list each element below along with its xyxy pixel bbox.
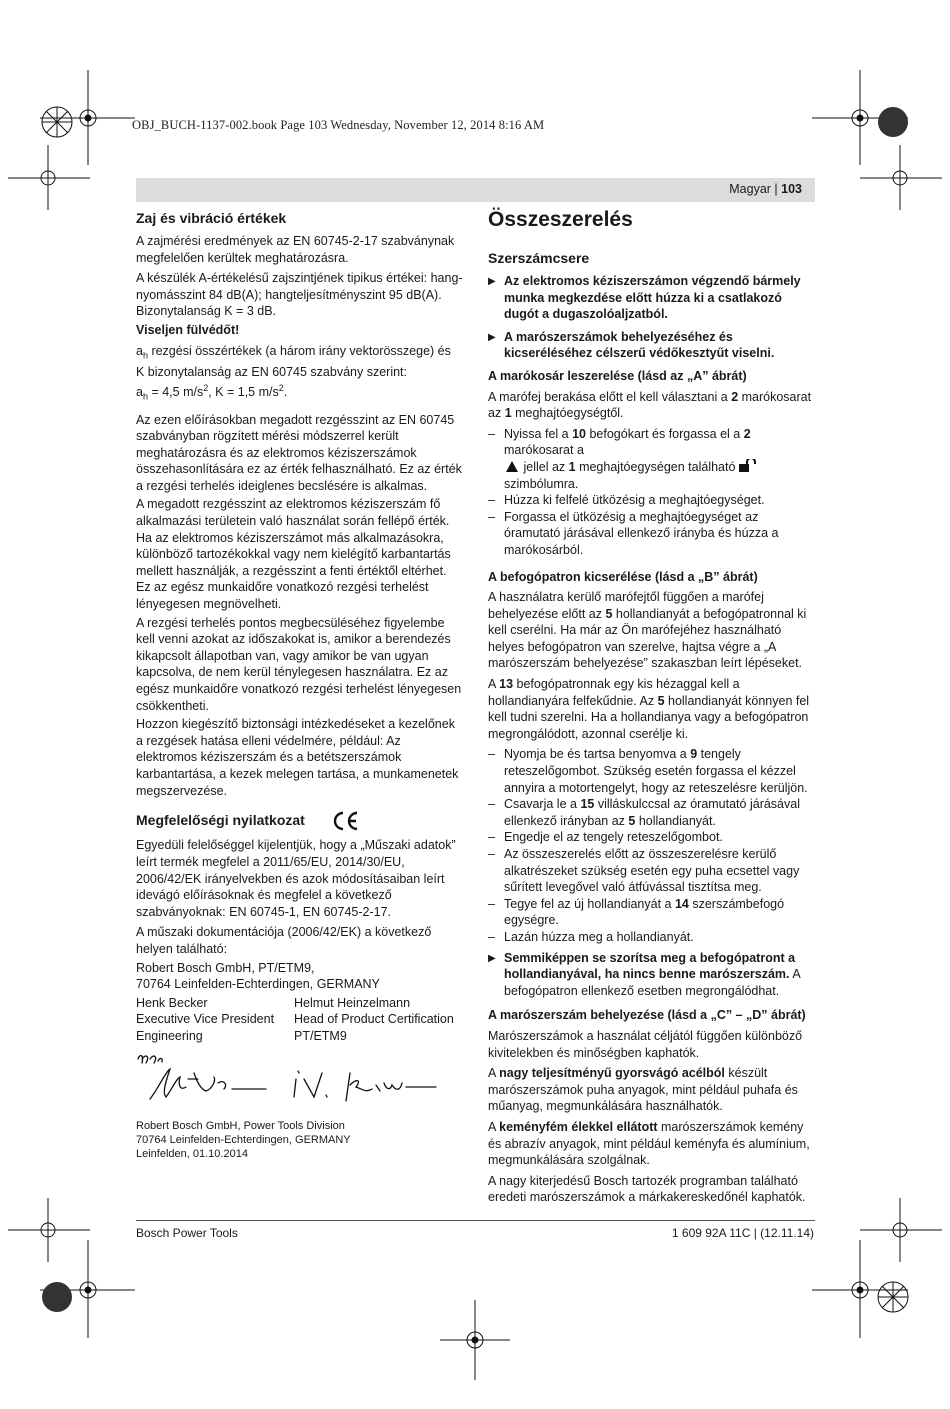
collet-paragraph-2: [488, 676, 814, 742]
list-item: [488, 796, 814, 829]
text-run: A marófej berakása előtt el kell választani a: [488, 389, 732, 404]
text-run: marókosarat az: [488, 389, 812, 421]
footer-rule: [136, 1220, 815, 1221]
vibration-paragraph: [136, 343, 463, 406]
vibration-measure-paragraph: Az ezen előírásokban megadott rezgésszint az EN 60745 szabványban rögzített mérési módszerrel került meghatározásra és az elektromos kéziszerszámok összehasonlítására ez az érték felhasználható. Ez az érték a rezgési terhelés ideiglenes becslésére is alkalmas.: [136, 412, 462, 493]
basket-removal-paragraph: [488, 389, 814, 422]
ce-mark-icon: [331, 811, 359, 831]
signatory-1: [136, 995, 294, 1045]
ref-number: 1: [504, 406, 512, 421]
vib-superscript-1: 2: [203, 383, 209, 394]
print-info-line: OBJ_BUCH-1137-002.book Page 103 Wednesday, November 12, 2014 8:16 AM: [132, 118, 545, 132]
bit-paragraph-1: Marószerszámok a használat céljától függően különböző kivitelekben és minőségben kaphatók.: [488, 1028, 803, 1060]
text-run: A: [488, 1119, 500, 1134]
footer-right: 1 609 92A 11C | (12.11.14): [671, 1226, 814, 1240]
text-run: A befogópatron ellenkező esetben megrongálódhat.: [504, 967, 800, 998]
ref-number: 14: [674, 896, 689, 911]
text-run: hollandianyát a befogópatronnal ki kell cserélni. Ha már az Ön marófejéhez használható helyes befogópatron van szerelve, hajtsa végre a „A marószerszám behelyezése” szakaszban leírt lépéseket.: [488, 606, 807, 671]
text-run: Semmiképpen se szorítsa meg a befogópatront a hollandianyával, ha nincs benne marószerszám.: [504, 950, 796, 982]
bit-paragraph-4: A nagy kiterjedésű Bosch tartozék programban található eredeti marószerszámok a márkakereskedőnél kaphatók.: [488, 1173, 806, 1205]
noise-paragraph-2: [136, 270, 463, 320]
list-item: [488, 746, 814, 796]
text-run: jellel az: [520, 459, 569, 474]
vib-text-2: K bizonytalanság az EN 60745 szabvány szerint:: [136, 364, 407, 379]
header-page-label: Magyar | 103: [729, 182, 802, 196]
vibration-estimate-paragraph: A rezgési terhelés pontos megbecsüléséhez figyelembe kell venni azokat az időszakokat is, amikor a berendezés kikapcsolt állapotban van, vagy amikor be van ugyan kapcsolva, de nem kerül ténylegesen használatra. Ez az egész munkaidőre vonatkozó rezgési terhelést lényegesen csökkentheti.: [136, 615, 462, 713]
footer-left: Bosch Power Tools: [136, 1226, 238, 1240]
text-run: keményfém élekkel ellátott: [499, 1119, 658, 1134]
left-column: [136, 209, 463, 1161]
signatories-table: [136, 995, 463, 1045]
text-run: A: [488, 1066, 500, 1081]
vib-symbol: a: [136, 343, 143, 358]
bit-paragraph-3: [488, 1119, 814, 1169]
tool-change-heading: Szerszámcsere: [488, 250, 590, 266]
ref-number: 13: [499, 677, 514, 692]
text-run: Nyissa fel a: [504, 426, 573, 441]
noise-line-c: Bizonytalanság K = 3 dB.: [136, 304, 277, 319]
signature-footer: [136, 1119, 463, 1161]
right-column: [488, 207, 814, 1208]
text-run: szerszámbefogó egységre.: [504, 896, 785, 928]
handwritten-signatures: [136, 1049, 463, 1111]
text-run: befogópatronnak egy kis hézaggal kell a hollandianyára felfekűdnie. Az: [488, 677, 740, 708]
signatory-1-role-2: Engineering: [136, 1028, 203, 1043]
text-run: hollandianyát.: [635, 813, 716, 828]
warning-unplug: [488, 273, 814, 323]
text-run: villáskulccsal az óramutató járásával ellenkező irányban az: [504, 797, 800, 828]
documentation-paragraph: A műszaki dokumentációja (2006/42/EK) a következő helyen található:: [136, 925, 432, 957]
warning-collet-text: [504, 950, 814, 1000]
text-run: készült marószerszámok puha anyagok, mint például puhafa és műanyag, megmunkálására használhatók.: [488, 1066, 798, 1114]
list-item-text: [504, 796, 814, 829]
signatory-2-name: Helmut Heinzelmann: [294, 995, 411, 1010]
header-language: Magyar: [729, 182, 771, 196]
header-bar: [136, 178, 815, 202]
arrow-bullet-icon: ▶: [488, 276, 496, 287]
dash-bullet: –: [488, 509, 495, 524]
ref-number: 5: [657, 693, 665, 708]
dash-bullet: –: [488, 797, 495, 812]
warning-collet: [488, 950, 814, 1000]
list-item: [488, 829, 814, 846]
list-item: [488, 426, 814, 492]
signatory-2-role-2: PT/ETM9: [294, 1028, 347, 1043]
basket-removal-heading: A marókosár leszerelése (lásd az „A” ábrát): [488, 368, 747, 383]
signatory-1-role-1: Executive Vice President: [136, 1012, 275, 1027]
ref-number: 2: [731, 389, 739, 404]
triangle-mark-icon: [506, 461, 518, 472]
list-item-text: [504, 896, 814, 929]
unlock-icon: [739, 459, 757, 472]
sig-footer-company: Robert Bosch GmbH, Power Tools Division: [136, 1119, 345, 1132]
dash-bullet: –: [488, 929, 495, 944]
bit-paragraph-2: [488, 1065, 814, 1115]
signatory-1-name: Henk Becker: [136, 995, 208, 1010]
noise-line-a: A készülék A-értékelésű zajszintjének tipikus értékei: hang-: [136, 271, 463, 286]
ref-number: 2: [743, 426, 751, 441]
documentation-address: [136, 960, 463, 993]
text-run: Csavarja le a: [504, 797, 581, 812]
dash-bullet: –: [488, 847, 495, 861]
arrow-bullet-icon: ▶: [488, 331, 496, 343]
text-run: A használatra kerülő marófejtől függően a marófej behelyezése előtt az: [488, 590, 764, 621]
text-run: marókosarat a: [504, 443, 584, 458]
text-run: meghajtóegységen található: [575, 459, 739, 474]
dash-bullet: –: [488, 747, 495, 762]
noise-heading: Zaj és vibráció értékek: [136, 210, 287, 226]
vib-value-1: = 4,5 m/s: [147, 385, 204, 400]
warning-gloves-text: A marószerszámok behelyezéséhez és kicseréléséhez célszerű védőkesztyűt viselni.: [504, 329, 775, 361]
vib-subscript-2: h: [142, 391, 148, 402]
signatory-2-role-1: Head of Product Certification: [294, 1012, 454, 1027]
list-item: [488, 509, 814, 559]
vib-text-1: rezgési összértékek (a három irány vektorösszege) és: [147, 343, 451, 358]
ref-number: 9: [690, 747, 698, 762]
dash-bullet: –: [488, 493, 495, 508]
vib-value-2: , K = 1,5 m/s: [208, 385, 279, 400]
list-item-text: [504, 746, 814, 796]
noise-line-b: nyomásszint 84 dB(A); hangteljesítményszint 95 dB(A).: [136, 287, 442, 302]
list-item-text: Az összeszerelés előtt az összeszerelésre kerülő alkatrészeket szükség esetén egy puha ecsettel vagy sűrített levegővel való átfúvással tisztítsa meg.: [504, 847, 800, 895]
assembly-heading: Összeszerelés: [488, 208, 633, 231]
text-run: befogókart és forgassa el a: [586, 426, 744, 441]
text-run: nagy teljesítményű gyorsvágó acélból: [499, 1066, 725, 1081]
collet-change-heading: A befogópatron kicserélése (lásd a „B” ábrát): [488, 569, 758, 584]
text-run: hollandianyát könnyen fel kell tudni szerelni. Ha a hollandianya vagy a befogópatron megrongálódott, azonnal cserélje ki.: [488, 693, 810, 741]
conformity-heading-text: Megfelelőségi nyilatkozat: [136, 812, 305, 829]
header-page-number: 103: [781, 182, 802, 196]
dash-bullet: –: [488, 426, 495, 441]
text-run: tengely reteszelőgombot. Szükség esetén forgassa el kézzel annyira a motortengelyt, hogy az reteszelésre kerüljön.: [504, 747, 808, 795]
warning-gloves: [488, 329, 814, 362]
vib-symbol-2: a: [136, 385, 143, 400]
list-item-text: Lazán húzza meg a hollandianyát.: [504, 929, 694, 944]
vib-end: .: [283, 385, 288, 400]
bit-insertion-heading: A marószerszám behelyezése (lásd a „C” – „D” ábrát): [488, 1008, 806, 1023]
ref-number: 10: [572, 426, 586, 441]
list-item: [488, 896, 814, 929]
conformity-paragraph: Egyedüli felelőséggel kijelentjük, hogy a „Műszaki adatok” leírt termék megfelel a 2011/65/EU, 2014/30/EU, 2006/42/EK irányelvekben és azok módosításaiban leírt idevágó előírásoknak és megfelel a következő szabványoknak: EN 60745-1, EN 60745-2-17.: [136, 838, 456, 919]
text-run: A: [488, 677, 500, 692]
hearing-protection-warning: Viseljen fülvédőt!: [136, 322, 240, 337]
list-item-text: Forgassa el ütközésig a meghajtóegységet az óramutató járásával ellenkező irányba és húzza a marókosárból.: [504, 509, 779, 557]
text-run: marószerszámok kemény és abrazív anyagok, mint például keményfa és alumínium, megmunkálására szolgálnak.: [488, 1119, 810, 1168]
vib-subscript: h: [142, 350, 148, 361]
list-item-text: Engedje el az tengely reteszelőgombot.: [504, 830, 723, 845]
conformity-heading: [136, 811, 463, 831]
vibration-usage-paragraph: A megadott rezgésszint az elektromos kéziszerszám fő alkalmazási területein való használat során fellépő érték. Ha az elektromos kéziszerszámot más alkalmazásokra, különböző tartozékokkal vagy nem kielégítő karbantartás mellett használják, a rezgésszint a fenti értéktől eltérhet. Ez az egész munkaidőre vonatkozó rezgési terhelést lényegesen megnövelheti.: [136, 497, 451, 612]
list-item-text: Húzza ki felfelé ütközésig a meghajtóegységet.: [504, 493, 765, 508]
sig-footer-date: Leinfelden, 01.10.2014: [136, 1147, 248, 1160]
list-item: [488, 929, 814, 946]
sig-footer-address: 70764 Leinfelden-Echterdingen, GERMANY: [136, 1133, 351, 1146]
doc-address-1: Robert Bosch GmbH, PT/ETM9,: [136, 960, 315, 975]
list-item-text: [504, 426, 814, 492]
ref-number: 15: [580, 797, 595, 812]
text-run: szimbólumra.: [504, 476, 579, 491]
signatory-2: [294, 995, 454, 1045]
text-run: Tegye fel az új hollandianyát a: [504, 896, 675, 911]
doc-address-2: 70764 Leinfelden-Echterdingen, GERMANY: [136, 977, 380, 992]
dash-bullet: –: [488, 830, 495, 845]
ref-number: 1: [568, 459, 576, 474]
text-run: Nyomja be és tartsa benyomva a: [504, 747, 691, 762]
text-run: meghajtóegységtől.: [511, 406, 624, 421]
warning-unplug-text: Az elektromos kéziszerszámon végzendő bármely munka megkezdése előtt húzza ki a csatlakozó dugót a dugaszolóaljzatból.: [504, 274, 801, 322]
dash-bullet: –: [488, 896, 495, 911]
ref-number: 5: [605, 606, 613, 621]
list-item: [488, 846, 814, 896]
ref-number: 5: [628, 813, 636, 828]
noise-paragraph-1: A zajmérési eredmények az EN 60745-2-17 szabványnak megfelelően kerültek meghatározásra.: [136, 234, 455, 265]
collet-paragraph-1: [488, 589, 814, 672]
list-item: [488, 492, 814, 509]
vib-superscript-2: 2: [278, 383, 284, 394]
arrow-bullet-icon: ▶: [488, 952, 496, 964]
vibration-safety-paragraph: Hozzon kiegészítő biztonsági intézkedéseket a kezelőnek a rezgések hatása elleni védelmére, például: Az elektromos kéziszerszám és a betétszerszámok karbantartása, a kezek melegen tartása, a munkamenetek megszervezése.: [136, 717, 459, 798]
